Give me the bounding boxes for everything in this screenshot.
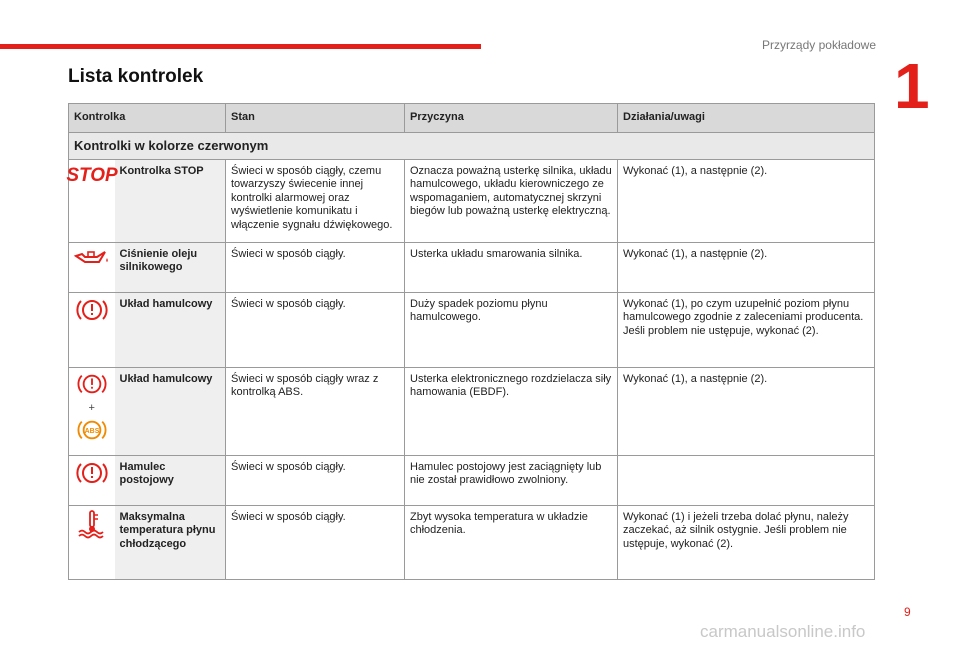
header-red-bar: [0, 44, 481, 49]
column-header: Kontrolka: [69, 104, 226, 133]
watermark: carmanualsonline.info: [700, 622, 866, 641]
stop-icon: [66, 163, 118, 186]
table-row: [69, 367, 875, 455]
abs-icon: [75, 417, 109, 443]
warning-name: Układ hamulcowy: [115, 292, 226, 367]
cause-cell: Usterka elektronicznego rozdzielacza siły hamowania (EBDF).: [405, 367, 618, 455]
action-cell: Wykonać (1), a następnie (2).: [618, 367, 875, 455]
action-cell: Wykonać (1), a następnie (2).: [618, 159, 875, 242]
action-cell: Wykonać (1), po czym uzupełnić poziom płynu hamulcowego zgodnie z zaleceniami producenta. Jeśli problem nie ustępuje, wykonać (2).: [618, 292, 875, 367]
section-row: [69, 133, 875, 160]
cause-cell: Hamulec postojowy jest zaciągnięty lub nie został prawidłowo zwolniony.: [405, 455, 618, 505]
action-cell: [618, 455, 875, 505]
table-row: [69, 159, 875, 242]
table-row: [69, 242, 875, 292]
state-cell: Świeci w sposób ciągły, czemu towarzyszy świecenie innej kontrolki alarmowej oraz wyświetlenie komunikatu i włączenie sygnału dźwiękowego.: [226, 159, 405, 242]
state-cell: Świeci w sposób ciągły.: [226, 505, 405, 579]
parking-brake-icon: [75, 459, 109, 487]
column-header: Działania/uwagi: [618, 104, 875, 133]
state-cell: Świeci w sposób ciągły.: [226, 455, 405, 505]
brake-warning-icon: [75, 371, 109, 397]
coolant-temp-icon: [75, 509, 109, 539]
plus-sign: +: [88, 402, 95, 414]
warning-name: Hamulec postojowy: [115, 455, 226, 505]
table-header-row: [69, 104, 875, 133]
oil-pressure-icon: [73, 246, 111, 268]
state-cell: Świeci w sposób ciągły.: [226, 242, 405, 292]
table-row: [69, 455, 875, 505]
table-row: [69, 292, 875, 367]
warning-name: Układ hamulcowy: [115, 367, 226, 455]
abs-text: ABS: [84, 427, 100, 435]
warning-name: Ciśnienie oleju silnikowego: [115, 242, 226, 292]
cause-cell: Duży spadek poziomu płynu hamulcowego.: [405, 292, 618, 367]
table-row: [69, 505, 875, 579]
svg-text:STOP: STOP: [66, 164, 118, 186]
action-cell: Wykonać (1) i jeżeli trzeba dolać płynu, należy zaczekać, aż silnik ostygnie. Jeśli problem nie ustępuje, wykonać (2).: [618, 505, 875, 579]
state-cell: Świeci w sposób ciągły wraz z kontrolką ABS.: [226, 367, 405, 455]
chapter-title: Przyrządy pokładowe: [761, 38, 876, 52]
state-cell: Świeci w sposób ciągły.: [226, 292, 405, 367]
warning-lights-table: [68, 103, 875, 580]
column-header: Przyczyna: [405, 104, 618, 133]
chapter-number: 1: [894, 50, 930, 122]
section-title: Kontrolki w kolorze czerwonym: [69, 133, 875, 160]
cause-cell: Oznacza poważną usterkę silnika, układu hamulcowego, układu kierowniczego ze wspomaganiem, automatycznej skrzyni biegów lub poważną usterkę elektryczną.: [405, 159, 618, 242]
page-title: Lista kontrolek: [68, 66, 204, 87]
page-number: 9: [904, 605, 911, 619]
cause-cell: Usterka układu smarowania silnika.: [405, 242, 618, 292]
warning-name: Kontrolka STOP: [115, 159, 226, 242]
brake-warning-icon: [75, 296, 109, 324]
warning-name: Maksymalna temperatura płynu chłodzącego: [115, 505, 226, 579]
cause-cell: Zbyt wysoka temperatura w układzie chłodzenia.: [405, 505, 618, 579]
action-cell: Wykonać (1), a następnie (2).: [618, 242, 875, 292]
column-header: Stan: [226, 104, 405, 133]
